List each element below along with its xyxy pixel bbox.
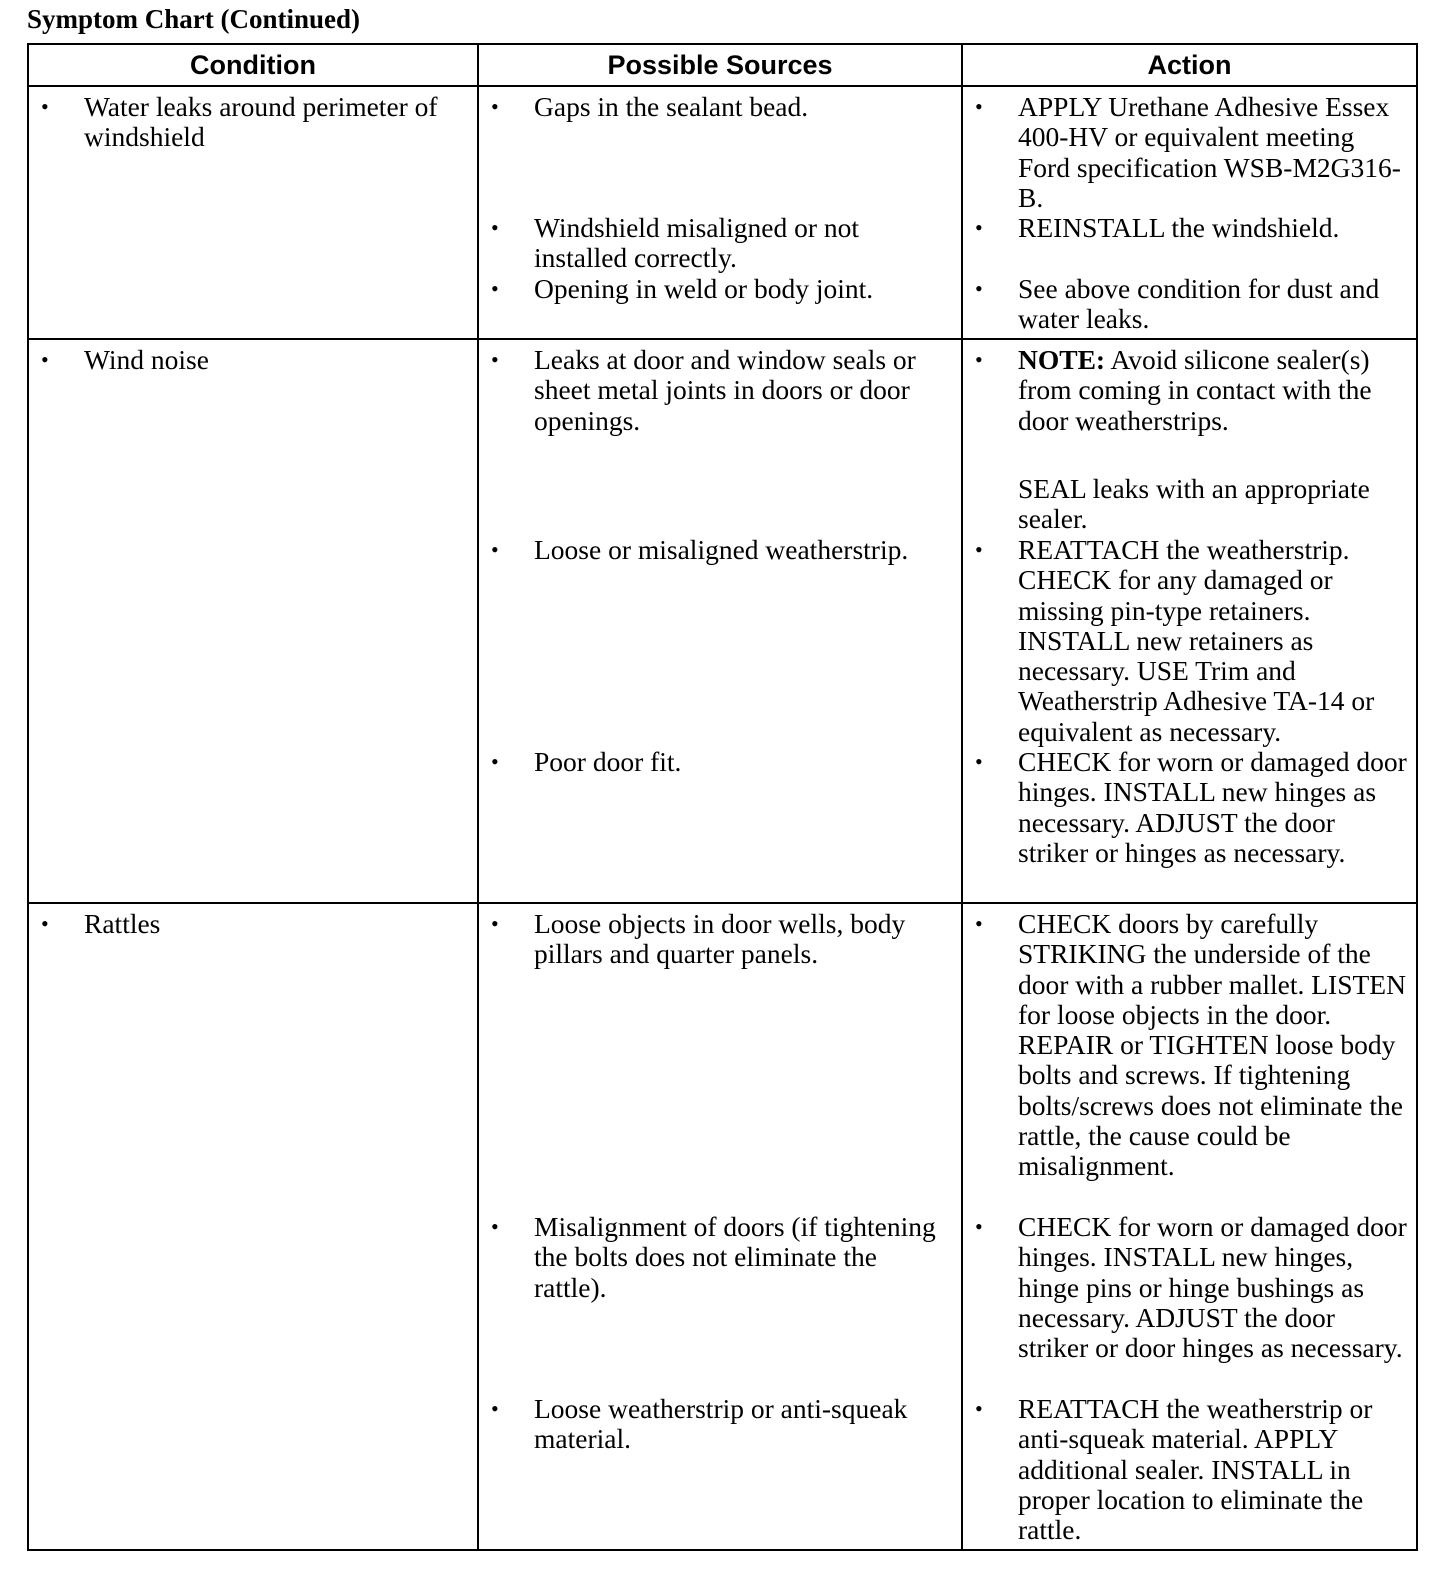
action-item (963, 909, 1410, 1182)
action-text: APPLY Urethane Adhesive Essex 400-HV or equivalent meeting Ford specification WSB-M2G316-B. (1018, 91, 1401, 213)
action-item-note (963, 345, 1410, 436)
condition-item (29, 909, 471, 939)
symptom-chart-table (27, 43, 1418, 1551)
bullet-icon: • (41, 94, 49, 119)
action-item (963, 747, 1410, 868)
condition-cell (28, 339, 478, 903)
action-item (963, 1394, 1410, 1545)
header-condition: Condition (28, 44, 478, 86)
header-row (28, 44, 1417, 86)
source-text: Windshield misaligned or not installed correctly. (534, 212, 860, 274)
condition-text: Water leaks around perimeter of windshield (84, 91, 438, 153)
source-text: Gaps in the sealant bead. (534, 91, 809, 122)
action-text: REATTACH the weatherstrip or anti-squeak material. APPLY additional sealer. INSTALL in proper location to eliminate the rattle. (1018, 1393, 1373, 1546)
action-extra-text: SEAL leaks with an appropriate sealer. (1018, 473, 1370, 535)
table-row (28, 339, 1417, 903)
source-text: Loose objects in door wells, body pillars and quarter panels. (534, 908, 906, 970)
bullet-icon: • (975, 215, 983, 240)
condition-cell (28, 86, 478, 339)
sources-cell (478, 339, 962, 903)
sources-cell (478, 86, 962, 339)
source-text: Poor door fit. (534, 746, 682, 777)
bullet-icon: • (491, 347, 499, 372)
source-item (479, 345, 955, 436)
source-text: Loose weatherstrip or anti-squeak material. (534, 1393, 908, 1455)
source-item (479, 1212, 955, 1303)
sources-cell (478, 903, 962, 1550)
table-row (28, 903, 1417, 1550)
header-possible-sources: Possible Sources (478, 44, 962, 86)
bullet-icon: • (975, 276, 983, 301)
bullet-icon: • (491, 749, 499, 774)
table-row (28, 86, 1417, 339)
bullet-icon: • (41, 911, 49, 936)
source-item (479, 1394, 955, 1455)
condition-cell (28, 903, 478, 1550)
bullet-icon: • (491, 276, 499, 301)
bullet-icon: • (975, 1214, 983, 1239)
action-item (963, 213, 1410, 243)
bullet-icon: • (491, 911, 499, 936)
action-cell (962, 86, 1417, 339)
bullet-icon: • (491, 215, 499, 240)
action-item (963, 1212, 1410, 1363)
bullet-icon: • (975, 1396, 983, 1421)
bullet-icon: • (975, 911, 983, 936)
condition-item (29, 345, 471, 375)
bullet-icon: • (975, 537, 983, 562)
action-text: REATTACH the weatherstrip. CHECK for any damaged or missing pin-type retainers. INSTALL new retainers as necessary. USE Trim and Weatherstrip Adhesive TA-14 or equivalent as necessary. (1018, 534, 1375, 747)
source-text: Leaks at door and window seals or sheet metal joints in doors or door openings. (534, 344, 916, 436)
bullet-icon: • (41, 347, 49, 372)
source-item (479, 274, 955, 304)
source-item (479, 92, 955, 122)
note-label: NOTE: (1018, 344, 1106, 375)
action-text: REINSTALL the windshield. (1018, 212, 1340, 243)
action-cell (962, 339, 1417, 903)
header-action: Action (962, 44, 1417, 86)
source-item (479, 213, 955, 274)
source-text: Opening in weld or body joint. (534, 273, 874, 304)
action-item (963, 92, 1410, 213)
note-text: Avoid silicone sealer(s) from coming in contact with the door weatherstrips. (1018, 344, 1372, 436)
action-item (963, 274, 1410, 335)
source-item (479, 747, 955, 777)
action-text: CHECK for worn or damaged door hinges. INSTALL new hinges, hinge pins or hinge bushings as necessary. ADJUST the door striker or door hinges as necessary. (1018, 1211, 1407, 1364)
bullet-icon: • (975, 749, 983, 774)
source-text: Loose or misaligned weatherstrip. (534, 534, 909, 565)
condition-text: Rattles (84, 908, 161, 939)
action-text: CHECK doors by carefully STRIKING the underside of the door with a rubber mallet. LISTEN for loose objects in the door. REPAIR or TIGHTEN loose body bolts and screws. If tightening bolts/screws does not eliminate the rattle, the cause could be misalignment. (1018, 908, 1406, 1182)
action-extra-item (963, 474, 1410, 535)
bullet-icon: • (975, 347, 983, 372)
page-title: Symptom Chart (Continued) (27, 4, 361, 34)
bullet-icon: • (975, 94, 983, 119)
action-text: CHECK for worn or damaged door hinges. INSTALL new hinges as necessary. ADJUST the door striker or hinges as necessary. (1018, 746, 1407, 868)
bullet-icon: • (491, 537, 499, 562)
action-item (963, 535, 1410, 747)
condition-text: Wind noise (84, 344, 209, 375)
bullet-icon: • (491, 1214, 499, 1239)
bullet-icon: • (491, 1396, 499, 1421)
source-text: Misalignment of doors (if tightening the bolts does not eliminate the rattle). (534, 1211, 936, 1303)
source-item (479, 909, 955, 970)
condition-item (29, 92, 471, 153)
bullet-icon: • (491, 94, 499, 119)
action-cell (962, 903, 1417, 1550)
source-item (479, 535, 955, 565)
action-text: See above condition for dust and water leaks. (1018, 273, 1380, 335)
